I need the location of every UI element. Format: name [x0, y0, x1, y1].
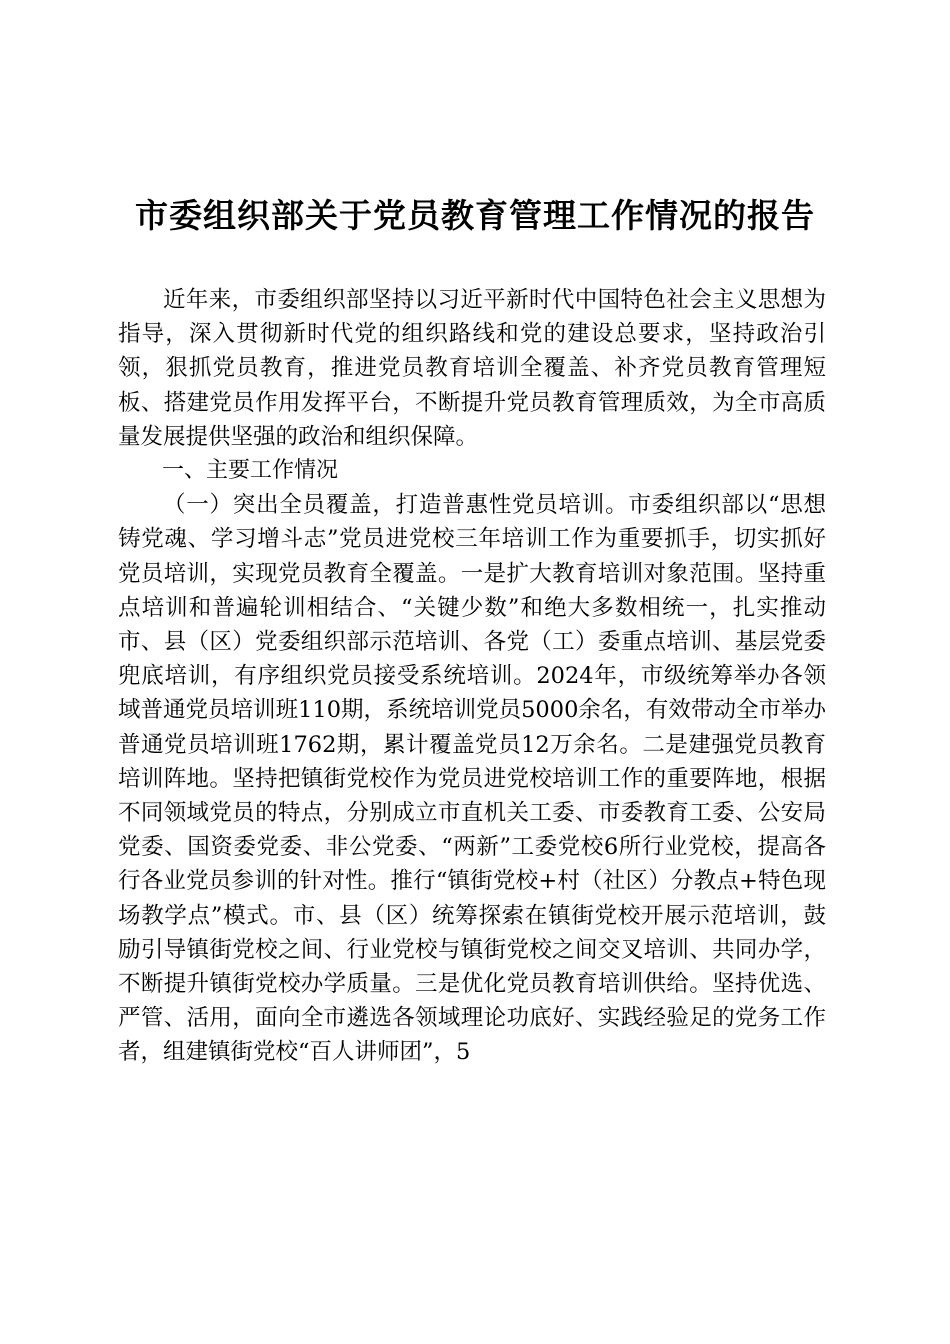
document-body	[118, 283, 826, 1070]
section-paragraph: （一）突出全员覆盖，打造普惠性党员培训。市委组织部以“思想铸党魂、学习增斗志”党员进党校三年培训工作为重要抓手，切实抓好党员培训，实现党员教育全覆盖。一是扩大教育培训对象范围。坚持重点培训和普遍轮训相结合、“关键少数”和绝大多数相统一，扎实推动市、县（区）党委组织部示范培训、各党（工）委重点培训、基层党委兜底培训，有序组织党员接受系统培训。2024年，市级统筹举办各领域普通党员培训班110期，系统培训党员5000余名，有效带动全市举办普通党员培训班1762期，累计覆盖党员12万余名。二是建强党员教育培训阵地。坚持把镇街党校作为党员进党校培训工作的重要阵地，根据不同领域党员的特点，分别成立市直机关工委、市委教育工委、公安局党委、国资委党委、非公党委、“两新”工委党校6所行业党校，提高各行各业党员参训的针对性。推行“镇街党校+村（社区）分教点+特色现场教学点”模式。市、县（区）统筹探索在镇街党校开展示范培训，鼓励引导镇街党校之间、行业党校与镇街党校之间交叉培训、共同办学，不断提升镇街党校办学质量。三是优化党员教育培训供给。坚持优选、严管、活用，面向全市遴选各领域理论功底好、实践经验足的党务工作者，组建镇街党校“百人讲师团”，5	[118, 492, 826, 1066]
document-title: 市委组织部关于党员教育管理工作情况的报告	[135, 196, 815, 235]
intro-paragraph: 近年来，市委组织部坚持以习近平新时代中国特色社会主义思想为指导，深入贯彻新时代党的组织路线和党的建设总要求，坚持政治引领，狠抓党员教育，推进党员教育培训全覆盖、补齐党员教育管理短板、搭建党员作用发挥平台，不断提升党员教育管理质效，为全市高质量发展提供坚强的政治和组织保障。	[118, 287, 826, 450]
section-heading: 一、主要工作情况	[162, 458, 339, 484]
